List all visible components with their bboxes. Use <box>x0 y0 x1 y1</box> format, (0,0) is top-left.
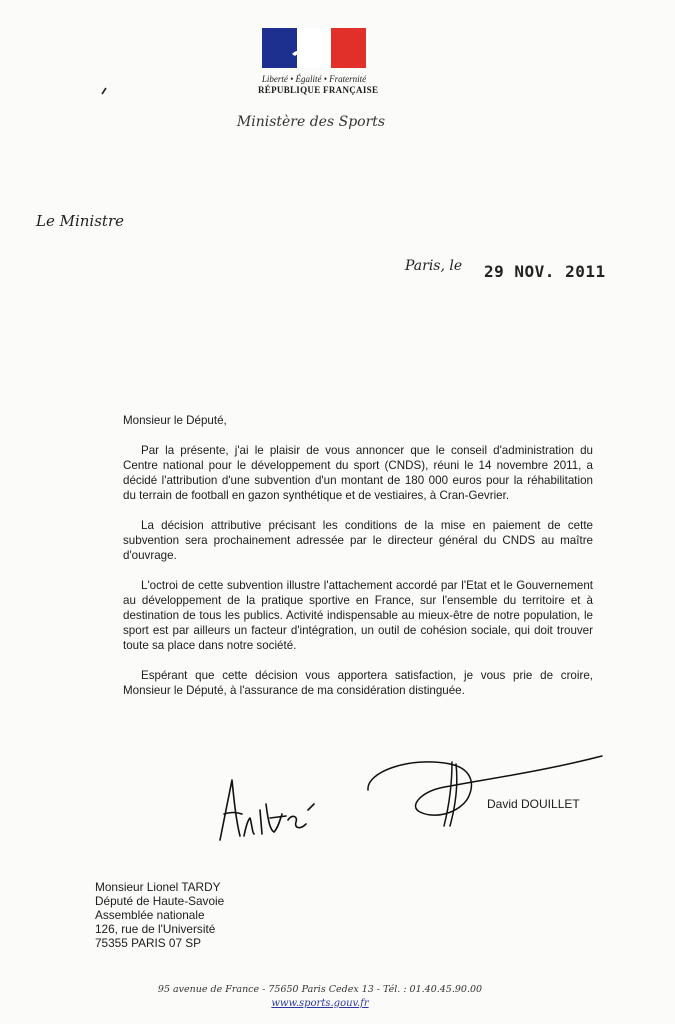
letter-paragraph: L'octroi de cette subvention illustre l'attachement accordé par l'Etat et le Gouvernement au développement de la pratique sportive en France, sur l'ensemble du territoire et à destination de tous les publics. Activité indispensable au mieux-être de notre population, le sport est par ailleurs un facteur d'intégration, un outil de cohésion sociale, qui doit trouver toute sa place dans notre société. <box>123 579 593 652</box>
letter-paragraph: Espérant que cette décision vous apportera satisfaction, je vous prie de croire, Monsieur le Député, à l'assurance de ma considération distinguée. <box>123 669 593 697</box>
recipient-line: Député de Haute-Savoie <box>95 894 225 908</box>
recipient-address <box>95 880 224 950</box>
sender-title: Le Ministre <box>36 212 124 230</box>
minister-signature <box>360 742 620 832</box>
ministry-name: Ministère des Sports <box>236 114 386 130</box>
handwritten-closing <box>210 770 350 850</box>
date-place: Paris, le <box>405 258 463 274</box>
tricolor-flag <box>262 28 366 68</box>
signer-name: David DOUILLET <box>487 797 580 811</box>
salutation: Monsieur le Député, <box>123 414 227 427</box>
recipient-line: 75355 PARIS 07 SP <box>95 936 202 950</box>
recipient-line: Monsieur Lionel TARDY <box>95 880 221 894</box>
ink-mark <box>100 86 110 96</box>
footer-address: 95 avenue de France - 75650 Paris Cedex 13 - Tél. : 01.40.45.90.00 <box>157 984 483 995</box>
letter-paragraph: Par la présente, j'ai le plaisir de vous annoncer que le conseil d'administration du Centre national pour le développement du sport (CNDS), réuni le 14 novembre 2011, a décidé l'attribution d'une subvention d'un montant de 180 000 euros pour la réhabilitation du terrain de football en gazon synthétique et de vestiaires, à Cran-Gevrier. <box>123 444 593 502</box>
republic-name: RÉPUBLIQUE FRANÇAISE <box>258 85 379 95</box>
marianne-logo <box>258 28 379 95</box>
letter-paragraph: La décision attributive précisant les conditions de la mise en paiement de cette subvention sera prochainement adressée par le directeur général du CNDS au maître d'ouvrage. <box>123 519 593 562</box>
website-link[interactable]: www.sports.gouv.fr <box>271 998 369 1009</box>
republic-motto: Liberté • Égalité • Fraternité <box>261 74 367 84</box>
date-stamp: 29 NOV. 2011 <box>484 262 606 281</box>
recipient-line: 126, rue de l'Université <box>95 922 216 936</box>
letter-body <box>123 413 593 713</box>
marianne-profile-icon <box>262 28 366 68</box>
recipient-line: Assemblée nationale <box>95 908 205 922</box>
